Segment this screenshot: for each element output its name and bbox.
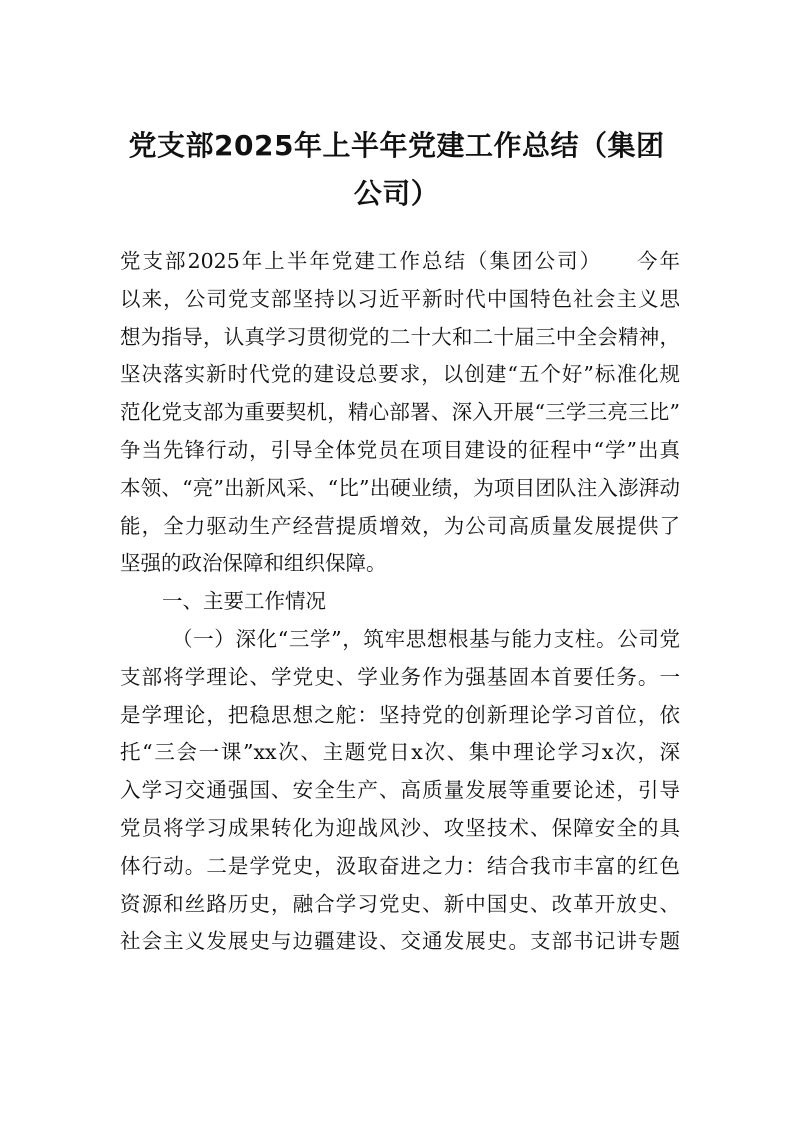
section-line: 是学理论，把稳思想之舵：坚持党的创新理论学习首位，依 <box>120 702 680 727</box>
subsection-first-line: （一）深化“三学”，筑牢思想根基与能力支柱。公司党 <box>172 626 680 651</box>
intro-line: 以来，公司党支部坚持以习近平新时代中国特色社会主义思 <box>120 286 680 311</box>
intro-line: 能，全力驱动生产经营提质增效，为公司高质量发展提供了 <box>120 513 680 538</box>
title-line: 党支部2025年上半年党建工作总结（集团 <box>128 129 665 162</box>
section-heading: 一、主要工作情况 <box>162 589 326 614</box>
section-line: 入学习交通强国、安全生产、高质量发展等重要论述，引导 <box>120 778 680 803</box>
intro-line: 本领、“亮”出新风采、“比”出硬业绩，为项目团队注入澎湃动 <box>120 475 680 500</box>
intro-line: 坚强的政治保障和组织保障。 <box>120 551 387 576</box>
title-line: 公司） <box>353 177 440 210</box>
section-line: 托“三会一课”xx次、主题党日x次、集中理论学习x次，深 <box>120 740 680 765</box>
document-title <box>100 122 693 218</box>
section-line: 资源和丝路历史，融合学习党史、新中国史、改革开放史、 <box>120 891 680 916</box>
document-body <box>120 243 680 961</box>
section-line: 党员将学习成果转化为迎战风沙、攻坚技术、保障安全的具 <box>120 815 680 840</box>
section-line: 社会主义发展史与边疆建设、交通发展史。支部书记讲专题 <box>120 929 680 954</box>
intro-line: 党支部2025年上半年党建工作总结（集团公司） 今年 <box>120 249 680 273</box>
section-line: 体行动。二是学党史，汲取奋进之力：结合我市丰富的红色 <box>120 853 680 878</box>
section-line: 支部将学理论、学党史、学业务作为强基固本首要任务。一 <box>120 664 680 689</box>
intro-line: 争当先锋行动，引导全体党员在项目建设的征程中“学”出真 <box>120 437 680 462</box>
intro-line: 坚决落实新时代党的建设总要求，以创建“五个好”标准化规 <box>120 362 680 387</box>
intro-line: 想为指导，认真学习贯彻党的二十大和二十届三中全会精神， <box>120 324 680 349</box>
intro-line: 范化党支部为重要契机，精心部署、深入开展“三学三亮三比” <box>120 400 680 425</box>
